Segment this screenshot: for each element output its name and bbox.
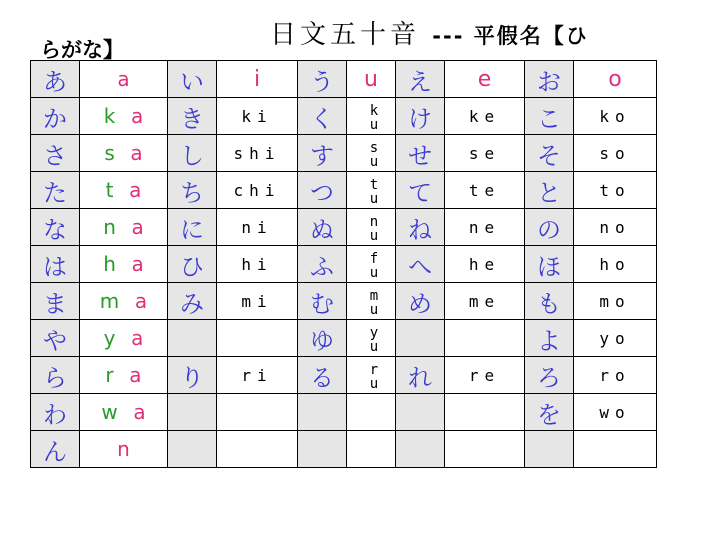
romaji-cell: he — [445, 246, 525, 283]
romaji-cell: o — [574, 61, 657, 98]
kana-cell: て — [396, 172, 445, 209]
table-row — [31, 320, 657, 357]
kana-cell: ま — [31, 283, 80, 320]
kana-cell: つ — [298, 172, 347, 209]
romaji-cell: me — [445, 283, 525, 320]
romaji-cell — [80, 394, 168, 431]
romaji-text: tu — [369, 177, 379, 207]
romaji-consonant: s — [104, 141, 115, 165]
romaji-cell: ke — [445, 98, 525, 135]
romaji-text: yu — [369, 325, 379, 355]
romaji-consonant: h — [103, 252, 116, 276]
romaji-cell — [80, 431, 168, 468]
table-row — [31, 357, 657, 394]
kana-cell: に — [168, 209, 217, 246]
table-row — [31, 394, 657, 431]
romaji-cell: shi — [217, 135, 298, 172]
romaji-cell — [80, 172, 168, 209]
romaji-cell — [80, 209, 168, 246]
romaji-vowel: a — [133, 400, 146, 424]
romaji-vowel: a — [130, 141, 143, 165]
romaji-cell — [347, 209, 396, 246]
kana-cell: ほ — [525, 246, 574, 283]
kana-cell: よ — [525, 320, 574, 357]
romaji-cell — [347, 431, 396, 468]
romaji-cell — [347, 246, 396, 283]
kana-cell: お — [525, 61, 574, 98]
kana-cell: あ — [31, 61, 80, 98]
romaji-cell: mo — [574, 283, 657, 320]
romaji-consonant: y — [103, 326, 116, 350]
kana-cell: も — [525, 283, 574, 320]
romaji-cell — [445, 320, 525, 357]
kana-cell: は — [31, 246, 80, 283]
kana-cell — [168, 394, 217, 431]
kana-cell: へ — [396, 246, 445, 283]
romaji-cell — [347, 135, 396, 172]
table-row — [31, 431, 657, 468]
romaji-consonant: n — [103, 215, 116, 239]
romaji-cell — [347, 357, 396, 394]
hiragana-table — [30, 60, 657, 468]
romaji-cell — [80, 283, 168, 320]
kana-cell — [168, 320, 217, 357]
romaji-cell: no — [574, 209, 657, 246]
romaji-consonant: t — [105, 178, 114, 202]
kana-cell: え — [396, 61, 445, 98]
romaji-vowel: a — [130, 104, 144, 128]
romaji-cell — [217, 431, 298, 468]
romaji-cell: se — [445, 135, 525, 172]
kana-cell: こ — [525, 98, 574, 135]
romaji-cell — [347, 98, 396, 135]
table-row — [31, 135, 657, 172]
kana-cell: せ — [396, 135, 445, 172]
kana-cell: ら — [31, 357, 80, 394]
romaji-cell: ri — [217, 357, 298, 394]
kana-cell: ふ — [298, 246, 347, 283]
kana-cell: ち — [168, 172, 217, 209]
kana-cell: の — [525, 209, 574, 246]
romaji-cell — [80, 98, 168, 135]
page-title — [270, 14, 589, 51]
kana-cell: か — [31, 98, 80, 135]
romaji-cell: chi — [217, 172, 298, 209]
romaji-vowel: a — [117, 66, 130, 91]
romaji-cell — [80, 320, 168, 357]
table-row — [31, 172, 657, 209]
kana-cell — [298, 394, 347, 431]
kana-cell: や — [31, 320, 80, 357]
romaji-cell — [80, 357, 168, 394]
table-row — [31, 283, 657, 320]
romaji-cell: te — [445, 172, 525, 209]
romaji-cell — [217, 394, 298, 431]
kana-cell: さ — [31, 135, 80, 172]
romaji-cell — [445, 394, 525, 431]
romaji-vowel: n — [117, 437, 130, 461]
romaji-cell — [80, 61, 168, 98]
romaji-cell: wo — [574, 394, 657, 431]
romaji-vowel: a — [129, 178, 142, 202]
romaji-cell — [80, 135, 168, 172]
romaji-text: fu — [369, 251, 379, 281]
table-row — [31, 246, 657, 283]
title-suffix-head: --- 平假名【ひ — [432, 24, 589, 48]
kana-cell: ろ — [525, 357, 574, 394]
kana-cell: ゆ — [298, 320, 347, 357]
romaji-cell — [445, 431, 525, 468]
kana-cell: な — [31, 209, 80, 246]
kana-cell: す — [298, 135, 347, 172]
romaji-vowel: a — [131, 326, 144, 350]
kana-cell: ね — [396, 209, 445, 246]
romaji-cell: e — [445, 61, 525, 98]
kana-cell — [396, 431, 445, 468]
table-row — [31, 61, 657, 98]
kana-cell: た — [31, 172, 80, 209]
table-row — [31, 98, 657, 135]
romaji-cell: ho — [574, 246, 657, 283]
romaji-cell — [347, 172, 396, 209]
romaji-vowel: a — [129, 363, 142, 387]
kana-cell: れ — [396, 357, 445, 394]
romaji-vowel: a — [134, 289, 148, 313]
romaji-cell — [347, 394, 396, 431]
romaji-cell — [574, 431, 657, 468]
romaji-text: su — [369, 140, 379, 170]
romaji-cell — [80, 246, 168, 283]
kana-cell: う — [298, 61, 347, 98]
kana-cell: く — [298, 98, 347, 135]
kana-cell: り — [168, 357, 217, 394]
romaji-cell: re — [445, 357, 525, 394]
kana-cell — [168, 431, 217, 468]
romaji-consonant: m — [99, 289, 120, 313]
romaji-vowel: a — [131, 215, 144, 239]
romaji-text: nu — [369, 214, 379, 244]
romaji-cell — [347, 320, 396, 357]
romaji-cell — [347, 283, 396, 320]
kana-cell: わ — [31, 394, 80, 431]
romaji-cell: ne — [445, 209, 525, 246]
table-row — [31, 209, 657, 246]
romaji-cell: ko — [574, 98, 657, 135]
kana-cell: ぬ — [298, 209, 347, 246]
kana-cell: み — [168, 283, 217, 320]
kana-cell: む — [298, 283, 347, 320]
romaji-text: ru — [369, 362, 379, 392]
romaji-cell: mi — [217, 283, 298, 320]
romaji-cell: so — [574, 135, 657, 172]
romaji-cell — [217, 320, 298, 357]
kana-cell: い — [168, 61, 217, 98]
romaji-vowel: a — [131, 252, 144, 276]
kana-cell: と — [525, 172, 574, 209]
kana-cell: ん — [31, 431, 80, 468]
romaji-cell: ki — [217, 98, 298, 135]
romaji-text: ku — [369, 103, 379, 133]
kana-cell — [396, 394, 445, 431]
kana-cell: け — [396, 98, 445, 135]
romaji-text: mu — [369, 288, 379, 318]
romaji-cell: ro — [574, 357, 657, 394]
title-suffix-tail: らがな】 — [40, 38, 124, 62]
kana-cell — [525, 431, 574, 468]
kana-cell — [396, 320, 445, 357]
kana-cell: き — [168, 98, 217, 135]
romaji-cell: to — [574, 172, 657, 209]
kana-cell: を — [525, 394, 574, 431]
romaji-cell: hi — [217, 246, 298, 283]
kana-cell: ひ — [168, 246, 217, 283]
romaji-cell: ni — [217, 209, 298, 246]
kana-cell: め — [396, 283, 445, 320]
kana-cell: る — [298, 357, 347, 394]
romaji-cell: u — [347, 61, 396, 98]
romaji-cell: yo — [574, 320, 657, 357]
romaji-consonant: r — [105, 363, 114, 387]
title-main: 日文五十音 — [270, 20, 421, 50]
romaji-consonant: w — [101, 400, 118, 424]
romaji-cell: i — [217, 61, 298, 98]
kana-cell — [298, 431, 347, 468]
kana-cell: そ — [525, 135, 574, 172]
kana-cell: し — [168, 135, 217, 172]
romaji-consonant: k — [103, 104, 116, 128]
